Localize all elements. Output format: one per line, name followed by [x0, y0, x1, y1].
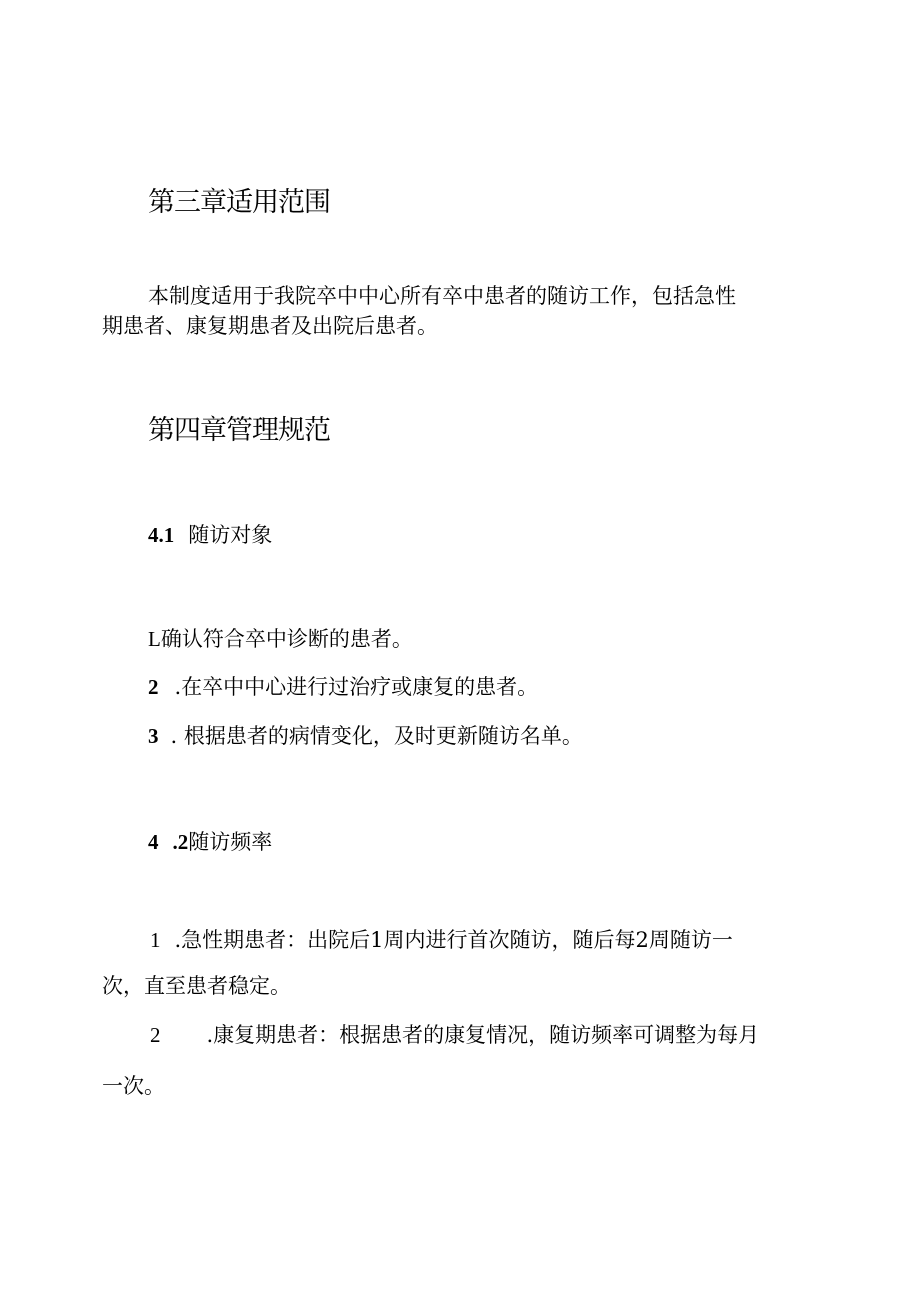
list-item-3: [148, 721, 583, 751]
list-marker: 2: [150, 1023, 161, 1047]
frequency-item-1-line-1: [150, 925, 733, 955]
list-item-2: [148, 672, 538, 702]
chapter-3-paragraph-line-2: 期患者、康复期患者及出院后患者。: [102, 314, 438, 338]
list-marker: 2: [148, 675, 159, 699]
list-text: 确认符合卒中诊断的患者。: [160, 627, 413, 651]
section-4-2-heading: [148, 827, 272, 857]
list-text: . 根据患者的病情变化，及时更新随访名单。: [170, 724, 583, 748]
frequency-item-2-line-2: 一次。: [102, 1074, 165, 1098]
section-4-1-heading: [148, 520, 272, 550]
chapter-4-title: 第四章管理规范: [148, 415, 330, 446]
list-text: .康复期患者：根据患者的康复情况，随访频率可调整为每月: [206, 1023, 760, 1047]
chapter-3-paragraph-line-1: 本制度适用于我院卒中中心所有卒中患者的随访工作，包括急性: [148, 284, 736, 308]
chapter-3-title: 第三章适用范围: [148, 187, 330, 218]
section-title: 随访频率: [188, 830, 273, 854]
section-number-a: 4: [148, 830, 159, 854]
list-marker: 3: [148, 724, 159, 748]
list-item-1: [148, 624, 413, 654]
list-marker: L: [148, 627, 161, 651]
list-marker: 1: [150, 928, 161, 952]
frequency-item-1-line-2: 次，直至患者稳定。: [102, 974, 291, 998]
section-number: 4.1: [148, 523, 175, 547]
list-text: .在卒中中心进行过治疗或康复的患者。: [174, 675, 539, 699]
section-number-b: .2: [172, 830, 189, 854]
section-title: 随访对象: [188, 523, 273, 547]
list-text: .急性期患者：出院后1周内进行首次随访，随后每2周随访一: [174, 928, 733, 952]
frequency-item-2-line-1: [150, 1020, 759, 1050]
